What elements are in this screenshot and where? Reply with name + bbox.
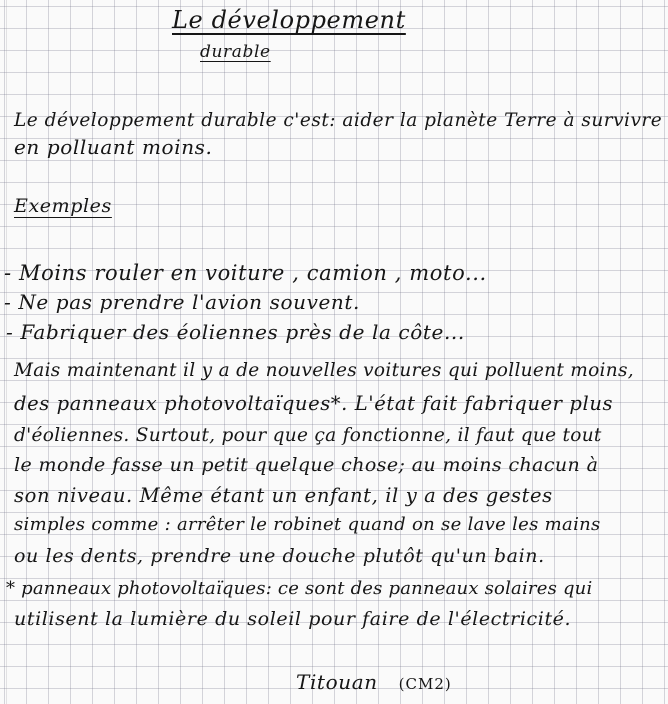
body-line-3: d'éoliennes. Surtout, pour que ça fonctionne, il faut que tout bbox=[14, 425, 602, 446]
intro-line-2: en polluant moins. bbox=[14, 135, 213, 159]
example-item-1: - Moins rouler en voiture , camion , moto... bbox=[4, 261, 487, 285]
examples-heading: Exemples bbox=[14, 195, 112, 217]
body-line-2: des panneaux photovoltaïques*. L'état fait fabriquer plus bbox=[14, 392, 614, 415]
page-subtitle: durable bbox=[200, 42, 271, 62]
footnote-line-2: utilisent la lumière du soleil pour faire de l'électricité. bbox=[14, 608, 572, 630]
body-line-6: simples comme : arrêter le robinet quand on se lave les mains bbox=[14, 514, 601, 535]
author-signature bbox=[296, 672, 452, 692]
author-class: (CM2) bbox=[398, 675, 452, 693]
author-name: Titouan bbox=[296, 670, 378, 694]
example-item-2: - Ne pas prendre l'avion souvent. bbox=[4, 290, 360, 314]
body-line-5: son niveau. Même étant un enfant, il y a des gestes bbox=[14, 484, 553, 507]
body-line-4: le monde fasse un petit quelque chose; au moins chacun à bbox=[14, 454, 599, 476]
example-item-3: - Fabriquer des éoliennes près de la côte... bbox=[6, 320, 465, 344]
footnote-line-1: * panneaux photovoltaïques: ce sont des panneaux solaires qui bbox=[6, 578, 593, 599]
body-line-7: ou les dents, prendre une douche plutôt qu'un bain. bbox=[14, 545, 545, 567]
page-title: Le développement bbox=[172, 6, 406, 34]
body-line-1: Mais maintenant il y a de nouvelles voitures qui polluent moins, bbox=[14, 360, 634, 381]
intro-line-1: Le développement durable c'est: aider la planète Terre à survivre bbox=[14, 110, 663, 131]
